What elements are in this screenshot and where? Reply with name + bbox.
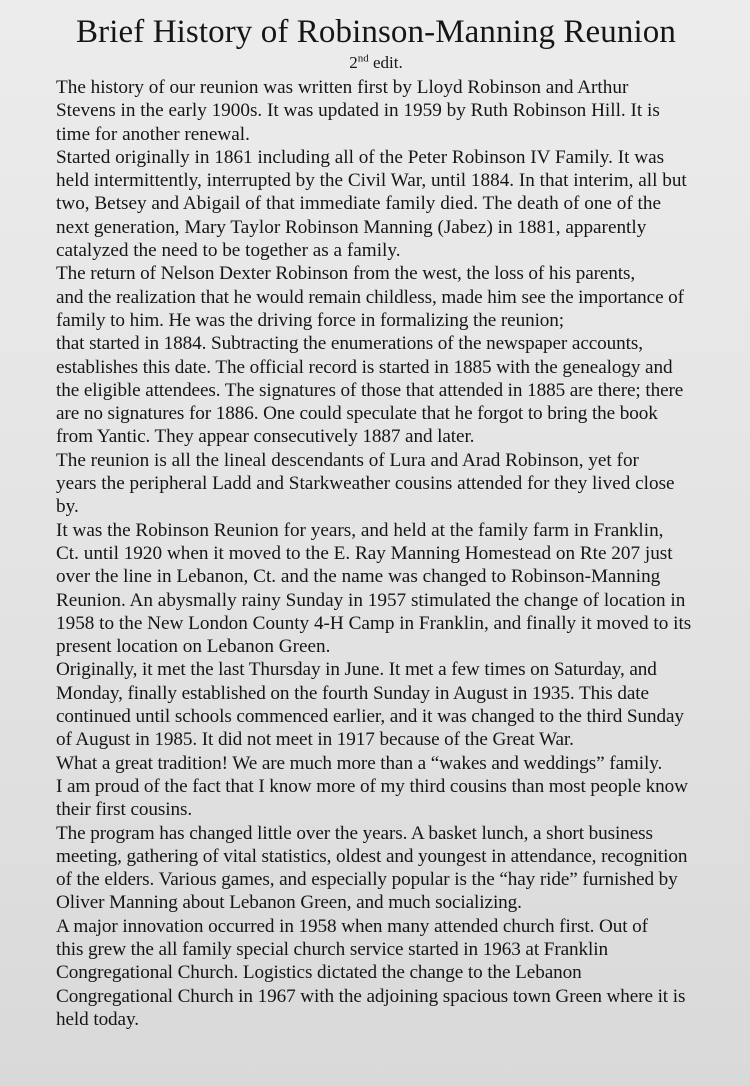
text-line: Originally, it met the last Thursday in June. It met a few times on Saturday, and [56,659,657,681]
text-line: family to him. He was the driving force in formalizing the reunion; [56,309,565,331]
text-line: of the elders. Various games, and especially popular is the “hay ride” furnished by [56,869,678,891]
text-line: held today. [56,1008,139,1030]
text-line: this grew the all family special church service started in 1963 at Franklin [56,938,608,960]
body-text [24,76,728,1031]
paragraph-meeting-dates [24,658,728,751]
paragraph-church-service [24,915,728,1031]
paragraph-locations [24,519,728,659]
text-line: The reunion is all the lineal descendants of Lura and Arad Robinson, yet for [56,449,639,471]
text-line: The return of Nelson Dexter Robinson from the west, the loss of his parents, [56,263,636,285]
text-line: A major innovation occurred in 1958 when many attended church first. Out of [56,915,648,937]
text-line: of August in 1985. It did not meet in 1917 because of the Great War. [56,729,574,751]
text-line: next generation, Mary Taylor Robinson Manning (Jabez) in 1881, apparently [56,216,647,238]
text-line: Oliver Manning about Lebanon Green, and much socializing. [56,892,522,914]
text-line: Reunion. An abysmally rainy Sunday in 1957 stimulated the change of location in [56,589,686,611]
text-line: held intermittently, interrupted by the Civil War, until 1884. In that interim, all but [56,170,687,192]
text-line: from Yantic. They appear consecutively 1887 and later. [56,426,475,448]
text-line: Started originally in 1861 including all of the Peter Robinson IV Family. It was [56,146,665,168]
text-line: years the peripheral Ladd and Starkweather cousins attended for they lived close [56,473,675,495]
text-line: catalyzed the need to be together as a family. [56,240,401,262]
document-title: Brief History of Robinson-Manning Reunion [76,14,676,50]
text-line: are no signatures for 1886. One could speculate that he forgot to bring the book [56,403,658,425]
paragraph-nelson-robinson [24,262,728,448]
text-line: their first cousins. [56,799,193,821]
text-line: meeting, gathering of vital statistics, oldest and youngest in attendance, recognition [56,845,688,867]
edition-suffix: nd [357,52,369,65]
text-line: and the realization that he would remain childless, made him see the importance of [56,286,684,308]
paragraph-origins [24,146,728,262]
paragraph-tradition [24,752,728,822]
paragraph-program [24,822,728,915]
paragraph-history-authors [24,76,728,146]
text-line: It was the Robinson Reunion for years, and held at the family farm in Franklin, [56,519,664,541]
edition-note [24,52,728,74]
text-line: Congregational Church. Logistics dictated the change to the Lebanon [56,962,582,984]
text-line: that started in 1884. Subtracting the enumerations of the newspaper accounts, [56,333,643,355]
text-line: The history of our reunion was written first by Lloyd Robinson and Arthur [56,77,629,98]
text-line: the eligible attendees. The signatures of those that attended in 1885 are there; there [56,379,684,401]
text-line: The program has changed little over the years. A basket lunch, a short business [56,822,653,844]
text-line: Stevens in the early 1900s. It was updated in 1959 by Ruth Robinson Hill. It is [56,100,660,122]
text-line: Monday, finally established on the fourth Sunday in August in 1935. This date [56,682,649,704]
text-line: Ct. until 1920 when it moved to the E. Ray Manning Homestead on Rte 207 just [56,542,673,564]
text-line: continued until schools commenced earlier, and it was changed to the third Sunday [56,706,684,728]
text-line: two, Betsey and Abigail of that immediate family died. The death of one of the [56,193,661,215]
paragraph-lineal-descendants [24,449,728,519]
text-line: time for another renewal. [56,123,250,145]
text-line: present location on Lebanon Green. [56,636,331,658]
text-line: I am proud of the fact that I know more of my third cousins than most people know [56,775,688,797]
edition-word: edit. [368,53,403,72]
edition-number: 2 [349,53,358,72]
text-line: over the line in Lebanon, Ct. and the name was changed to Robinson-Manning [56,566,661,588]
text-line: by. [56,496,79,518]
text-line: 1958 to the New London County 4-H Camp in Franklin, and finally it moved to its [56,612,692,634]
text-line: Congregational Church in 1967 with the adjoining spacious town Green where it is [56,985,686,1007]
text-line: What a great tradition! We are much more than a “wakes and weddings” family. [56,752,663,774]
text-line: establishes this date. The official record is started in 1885 with the genealogy and [56,356,673,378]
